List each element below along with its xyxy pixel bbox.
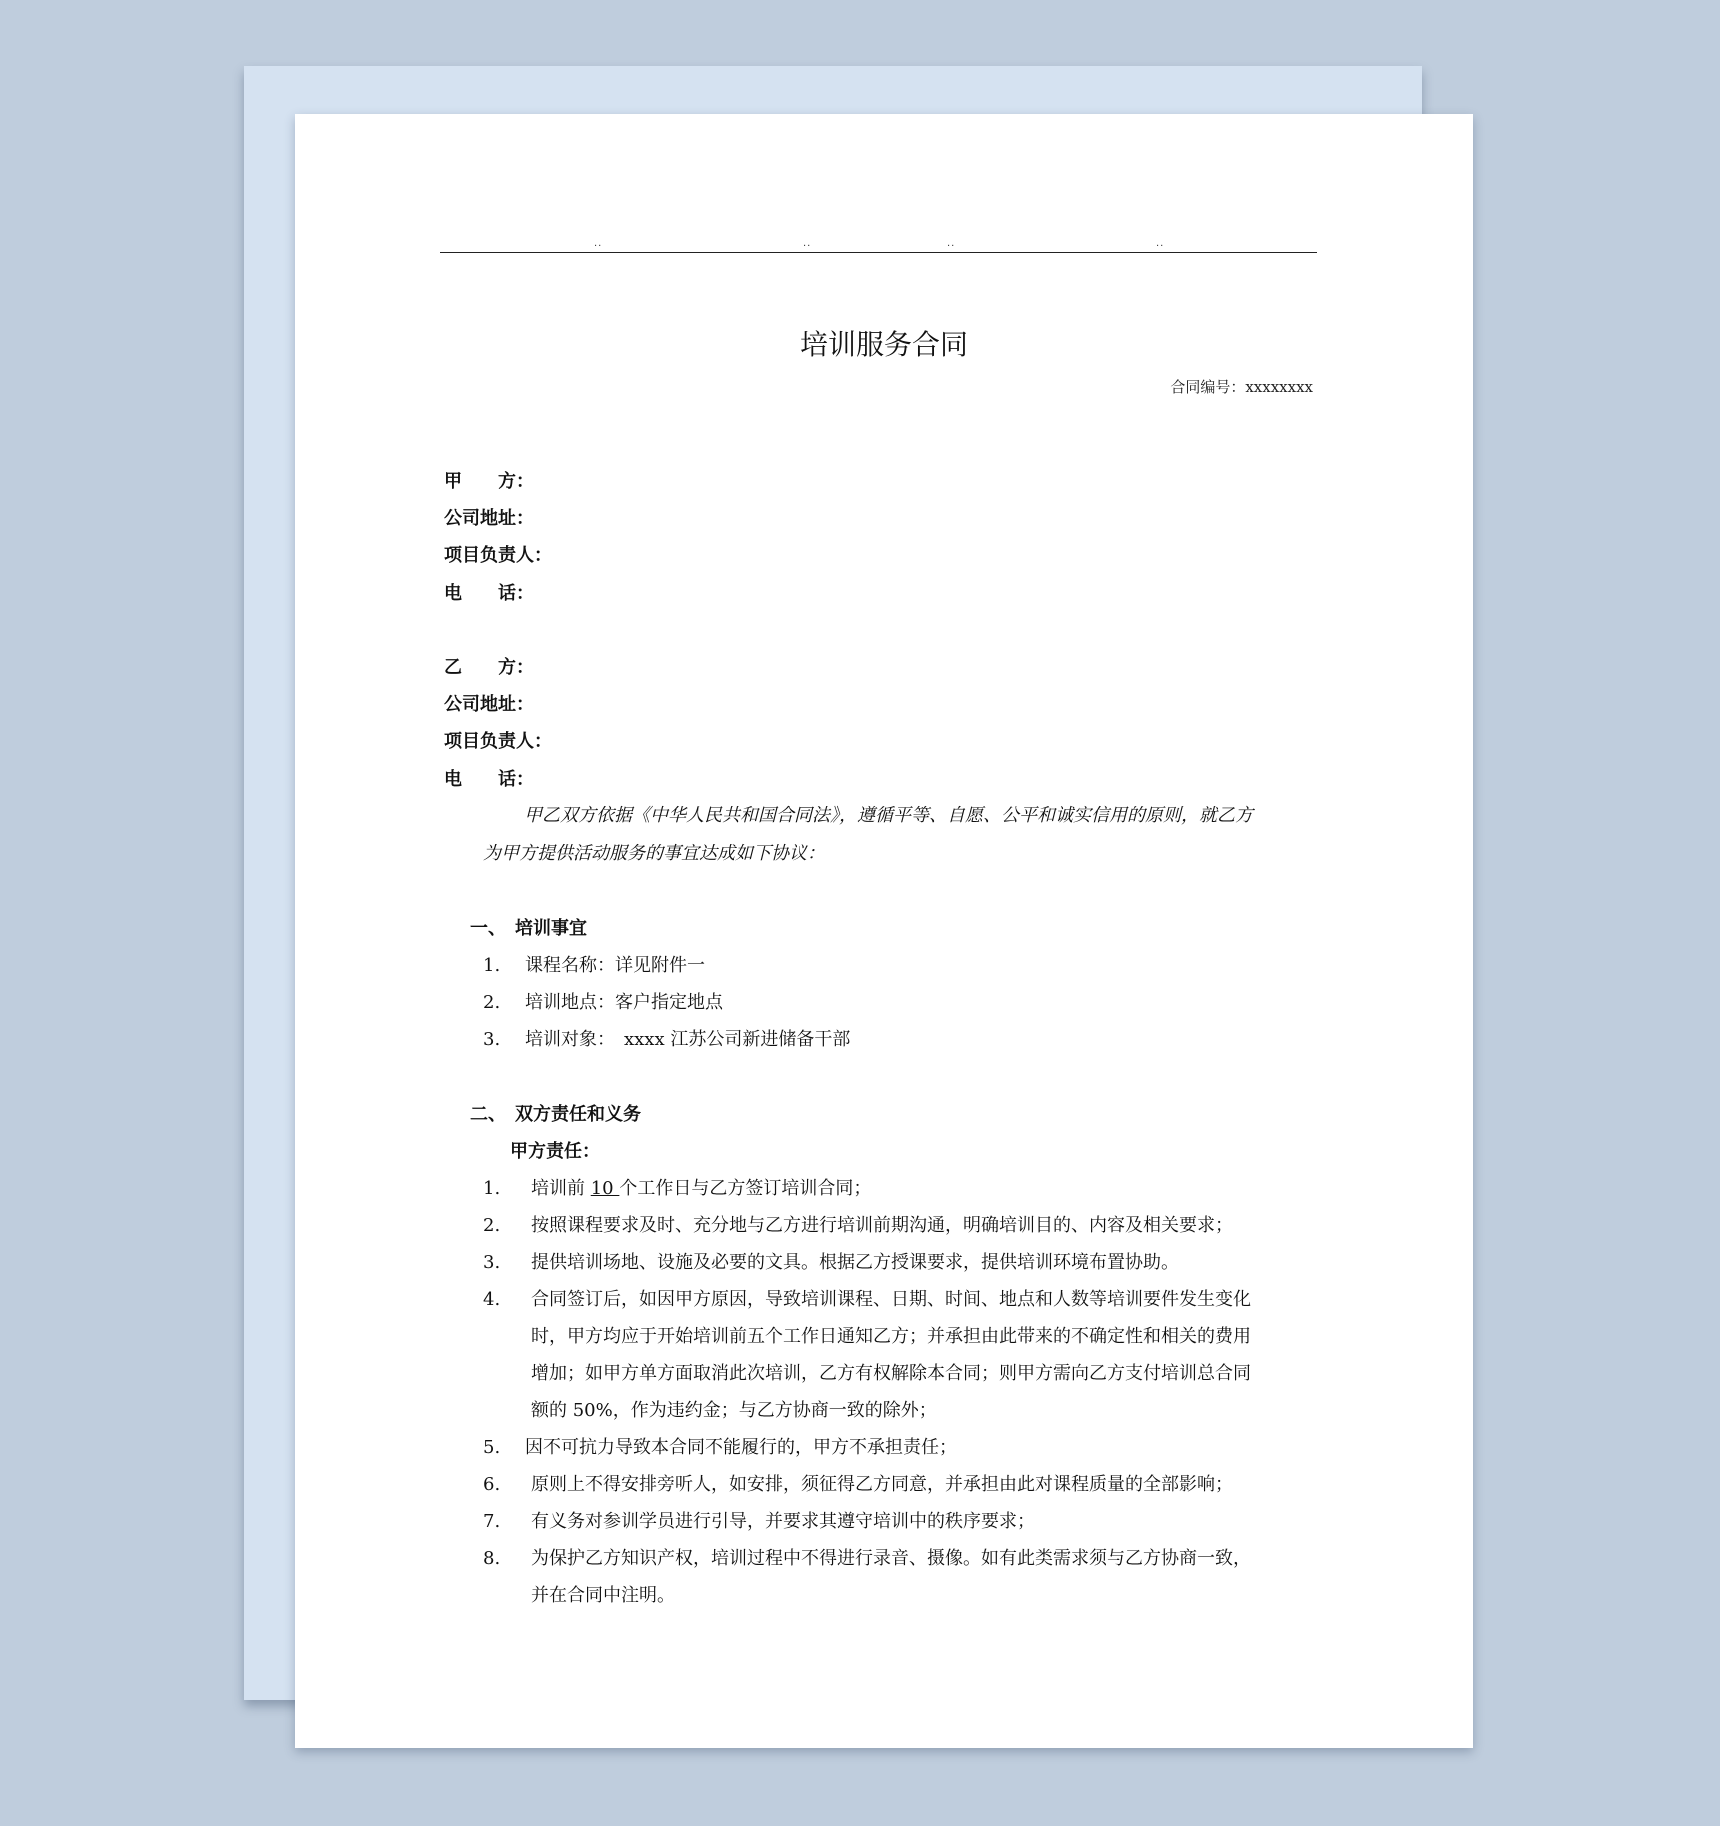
list-text: 因不可抗力导致本合同不能履行的，甲方不承担责任；	[525, 1437, 957, 1458]
list-text: 培训地点：客户指定地点	[525, 992, 723, 1013]
list-item	[483, 954, 705, 978]
list-text: 培训对象： xxxx 江苏公司新进储备干部	[525, 1029, 851, 1050]
list-number: 3.	[483, 1029, 501, 1050]
list-item	[483, 1473, 1233, 1497]
list-number: 2.	[483, 992, 501, 1013]
list-text: 提供培训场地、设施及必要的文具。根据乙方授课要求，提供培训环境布置协助。	[531, 1252, 1179, 1273]
list-item	[483, 991, 723, 1015]
list-number: 1.	[483, 1178, 501, 1199]
section-heading: 一、 培训事宜	[470, 918, 587, 939]
preamble-line: 为甲方提供活动服务的事宜达成如下协议：	[483, 843, 825, 864]
party-b-address-label: 公司地址：	[444, 694, 534, 715]
list-number: 3.	[483, 1252, 501, 1273]
list-number: 6.	[483, 1474, 501, 1495]
list-item-continuation: 额的 50%，作为违约金；与乙方协商一致的除外；	[531, 1400, 937, 1421]
list-text: 培训前	[531, 1178, 591, 1199]
party-b-label: 乙 方：	[444, 657, 534, 678]
contract-number: 合同编号：xxxxxxxx	[1170, 378, 1313, 396]
list-number: 1.	[483, 955, 501, 976]
days-value: 10	[590, 1178, 620, 1199]
list-item	[483, 1288, 1251, 1312]
party-a-label: 甲 方：	[444, 471, 534, 492]
party-b-manager-label: 项目负责人：	[444, 731, 552, 752]
preamble-line: 甲乙双方依据《中华人民共和国合同法》，遵循平等、自愿、公平和诚实信用的原则，就乙方	[524, 805, 1253, 826]
list-item-continuation: 时，甲方均应于开始培训前五个工作日通知乙方；并承担由此带来的不确定性和相关的费用	[531, 1326, 1251, 1347]
list-number: 2.	[483, 1215, 501, 1236]
document-page	[295, 114, 1473, 1748]
header-mark: ..	[947, 238, 956, 249]
list-number: 7.	[483, 1511, 501, 1532]
header-rule	[440, 252, 1317, 253]
list-number: 8.	[483, 1548, 501, 1569]
header-mark: ..	[803, 238, 812, 249]
party-b-phone-label: 电 话：	[444, 769, 534, 790]
list-text: 课程名称：详见附件一	[525, 955, 705, 976]
list-item	[483, 1547, 1251, 1571]
header-mark: ..	[1156, 238, 1165, 249]
list-item-continuation: 增加；如甲方单方面取消此次培训，乙方有权解除本合同；则甲方需向乙方支付培训总合同	[531, 1363, 1251, 1384]
list-item	[483, 1510, 1035, 1534]
document-title: 培训服务合同	[799, 328, 968, 361]
list-item	[483, 1436, 957, 1460]
list-text: 按照课程要求及时、充分地与乙方进行培训前期沟通，明确培训目的、内容及相关要求；	[531, 1215, 1233, 1236]
section-heading: 二、 双方责任和义务	[470, 1104, 641, 1125]
list-item	[483, 1214, 1233, 1238]
list-text: 为保护乙方知识产权，培训过程中不得进行录音、摄像。如有此类需求须与乙方协商一致，	[531, 1548, 1251, 1569]
list-text: 有义务对参训学员进行引导，并要求其遵守培训中的秩序要求；	[531, 1511, 1035, 1532]
list-number: 5.	[483, 1437, 501, 1458]
list-number: 4.	[483, 1289, 501, 1310]
list-item	[483, 1177, 871, 1201]
header-mark: ..	[594, 238, 603, 249]
party-a-manager-label: 项目负责人：	[444, 545, 552, 566]
subsection-heading: 甲方责任：	[510, 1141, 600, 1162]
list-item	[483, 1028, 850, 1052]
list-text: 合同签订后，如因甲方原因，导致培训课程、日期、时间、地点和人数等培训要件发生变化	[531, 1289, 1251, 1310]
list-item	[483, 1251, 1179, 1275]
list-item-continuation: 并在合同中注明。	[531, 1585, 675, 1606]
party-a-address-label: 公司地址：	[444, 508, 534, 529]
party-a-phone-label: 电 话：	[444, 583, 534, 604]
list-text: 原则上不得安排旁听人，如安排，须征得乙方同意，并承担由此对课程质量的全部影响；	[531, 1474, 1233, 1495]
list-text: 个工作日与乙方签订培训合同；	[619, 1178, 872, 1199]
